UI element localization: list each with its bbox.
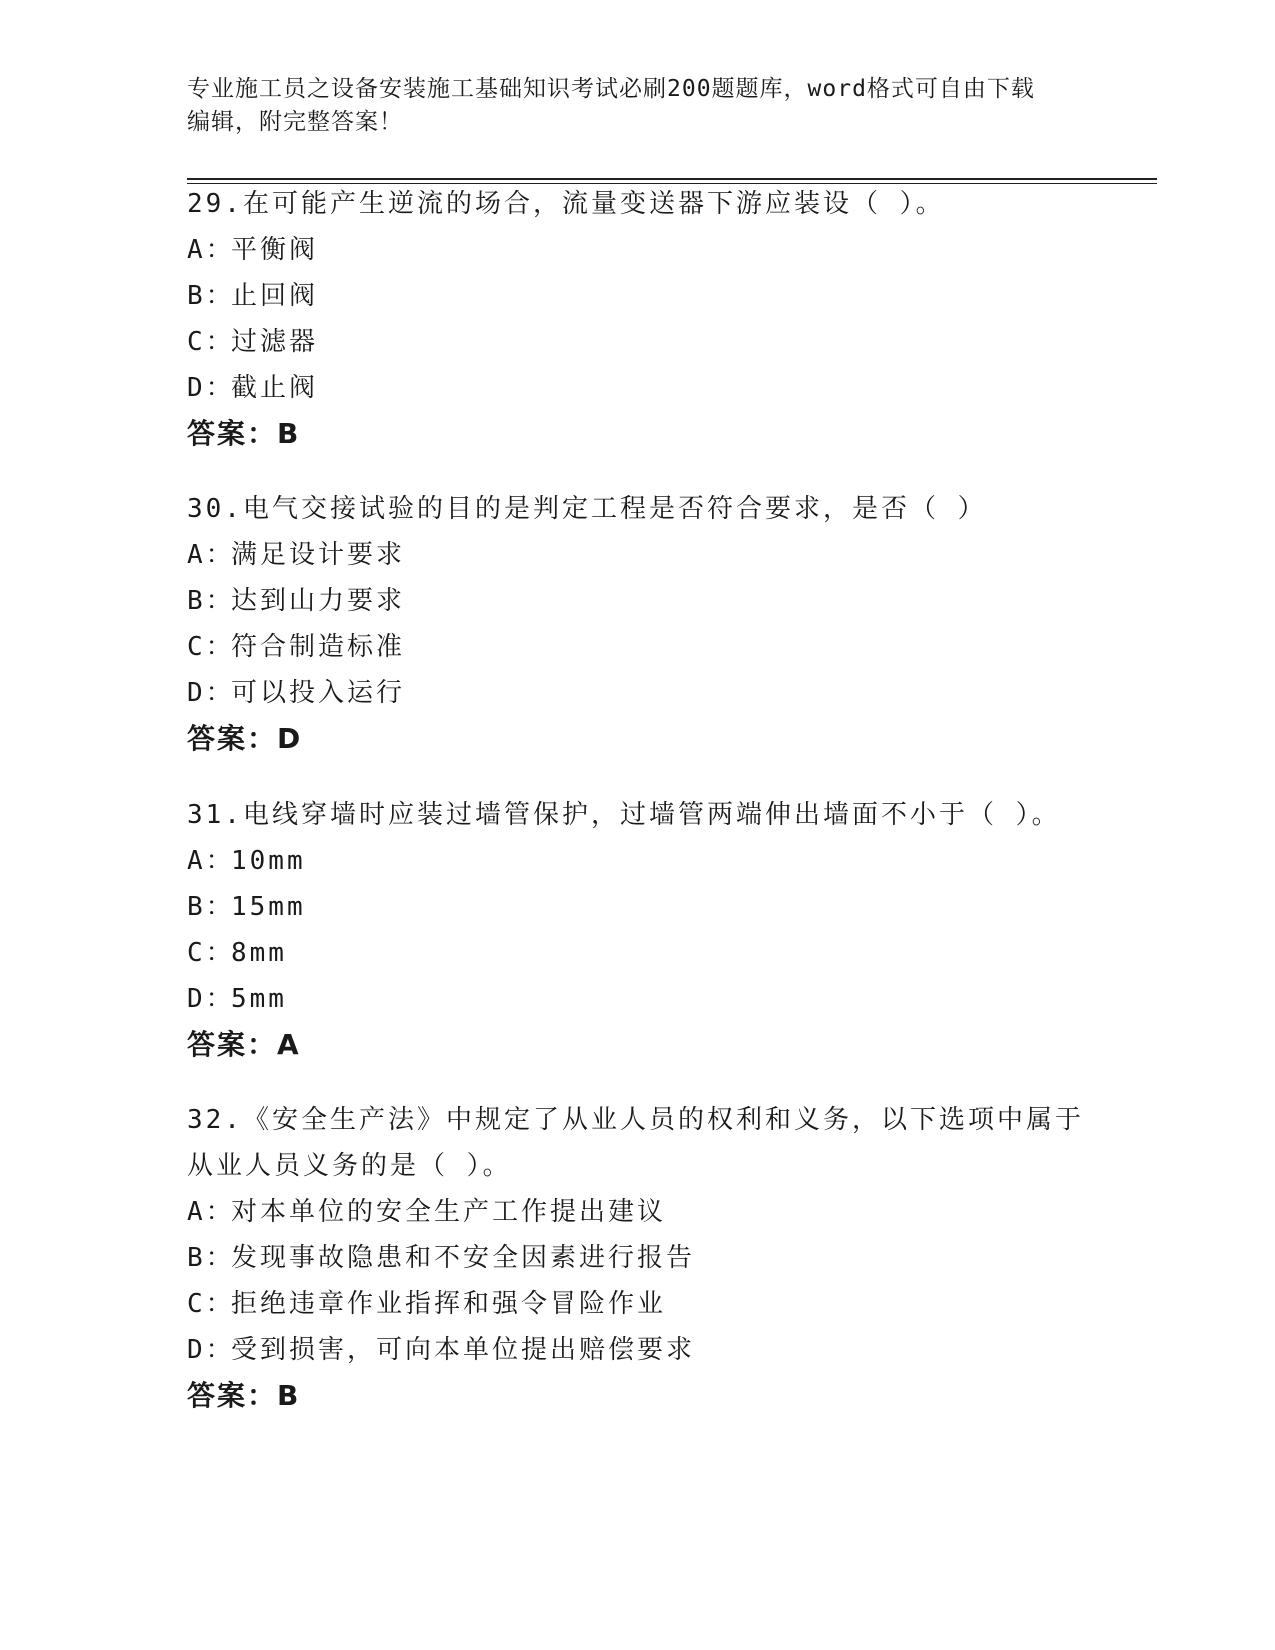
- option-letter: D：: [187, 373, 235, 403]
- option-text: 符合制造标准: [231, 632, 406, 662]
- header-line-1: 专业施工员之设备安装施工基础知识考试必刷200题题库，word格式可自由下载: [187, 76, 1035, 102]
- option-letter: C：: [187, 327, 235, 357]
- question-stem-line: 32.《安全生产法》中规定了从业人员的权利和义务，以下选项中属于: [187, 1105, 1084, 1135]
- question-29: [187, 181, 1157, 457]
- option-letter: C：: [187, 1289, 235, 1319]
- option-text: 8mm: [231, 938, 287, 968]
- document-page: [187, 0, 1157, 1650]
- option-b: [187, 1235, 1157, 1281]
- header-line-2: 编辑，附完整答案！: [187, 109, 403, 135]
- option-letter: A：: [187, 235, 235, 265]
- question-stem-line: 29.在可能产生逆流的场合，流量变送器下游应装设（ ）。: [187, 189, 945, 219]
- option-a: [187, 227, 1157, 273]
- answer-label: 答案：B: [187, 417, 301, 450]
- answer-label: 答案：A: [187, 1028, 301, 1061]
- question-stem: [187, 486, 1157, 532]
- option-text: 15mm: [231, 892, 306, 922]
- option-text: 10mm: [231, 846, 306, 876]
- option-text: 平衡阀: [231, 235, 319, 265]
- option-d: [187, 1327, 1157, 1373]
- option-text: 满足设计要求: [231, 540, 406, 570]
- option-c: [187, 930, 1157, 976]
- question-31: [187, 792, 1157, 1068]
- option-letter: D：: [187, 984, 235, 1014]
- question-32: [187, 1097, 1157, 1419]
- option-b: [187, 578, 1157, 624]
- option-letter: B：: [187, 892, 235, 922]
- option-letter: A：: [187, 1197, 235, 1227]
- option-letter: C：: [187, 632, 235, 662]
- answer-label: 答案：B: [187, 1379, 301, 1412]
- option-letter: A：: [187, 846, 235, 876]
- option-text: 过滤器: [231, 327, 319, 357]
- option-text: 止回阀: [231, 281, 319, 311]
- option-letter: B：: [187, 281, 235, 311]
- option-d: [187, 365, 1157, 411]
- option-text: 发现事故隐患和不安全因素进行报告: [231, 1243, 696, 1273]
- option-b: [187, 884, 1157, 930]
- option-text: 对本单位的安全生产工作提出建议: [231, 1197, 667, 1227]
- answer-label: 答案：D: [187, 722, 303, 755]
- question-stem: [187, 1097, 1157, 1189]
- question-stem-line: 31.电线穿墙时应装过墙管保护，过墙管两端伸出墙面不小于（ ）。: [187, 800, 1061, 830]
- option-a: [187, 838, 1157, 884]
- option-letter: B：: [187, 1243, 235, 1273]
- option-c: [187, 319, 1157, 365]
- document-header: [187, 73, 1087, 139]
- option-letter: D：: [187, 678, 235, 708]
- option-text: 可以投入运行: [231, 678, 406, 708]
- option-c: [187, 624, 1157, 670]
- option-b: [187, 273, 1157, 319]
- option-d: [187, 976, 1157, 1022]
- question-stem: [187, 792, 1157, 838]
- option-text: 拒绝违章作业指挥和强令冒险作业: [231, 1289, 667, 1319]
- option-c: [187, 1281, 1157, 1327]
- question-stem: [187, 181, 1157, 227]
- question-stem-line: 从业人员义务的是（ ）。: [187, 1151, 512, 1181]
- option-text: 5mm: [231, 984, 287, 1014]
- option-d: [187, 670, 1157, 716]
- option-a: [187, 1189, 1157, 1235]
- option-letter: B：: [187, 586, 235, 616]
- option-letter: D：: [187, 1335, 235, 1365]
- option-letter: C：: [187, 938, 235, 968]
- question-stem-line: 30.电气交接试验的目的是判定工程是否符合要求，是否（ ）: [187, 494, 987, 524]
- option-a: [187, 532, 1157, 578]
- option-text: 受到损害，可向本单位提出赔偿要求: [231, 1335, 696, 1365]
- option-text: 达到山力要求: [231, 586, 406, 616]
- question-30: [187, 486, 1157, 762]
- option-letter: A：: [187, 540, 235, 570]
- option-text: 截止阀: [231, 373, 319, 403]
